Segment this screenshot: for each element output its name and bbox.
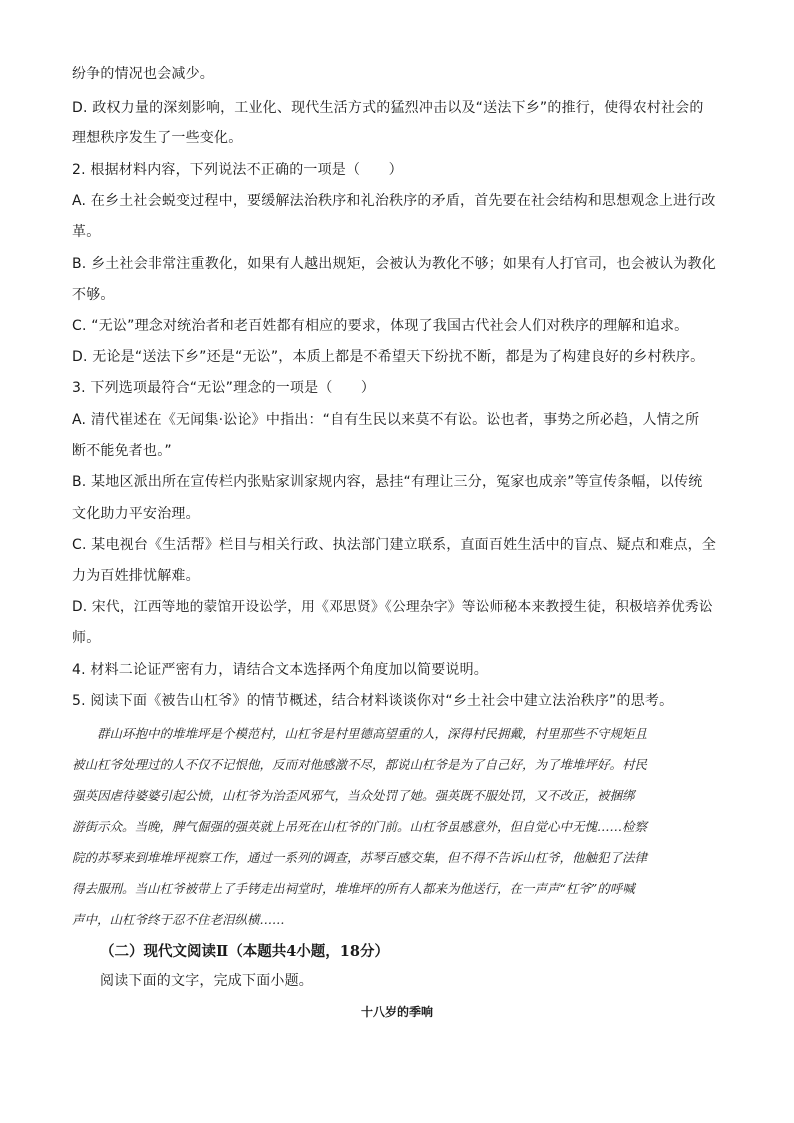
- option-c: C. “无讼”理念对统治者和老百姓都有相应的要求，体现了我国古代社会人们对秩序的理解和追求。: [72, 318, 689, 334]
- text-line: 纷争的情况也会减少。: [72, 66, 214, 82]
- text-line: 革。: [72, 224, 101, 240]
- narrative-line: 游街示众。当晚，脾气倔强的强英就上吊死在山杠爷的门前。山杠爷虽感意外，但自觉心中无愧……检察: [72, 819, 648, 834]
- option-c: C. 某电视台《生活帮》栏目与相关行政、执法部门建立联系，直面百姓生活中的盲点、疑点和难点，全: [72, 537, 717, 553]
- text-line: 力为百姓排忧解难。: [72, 568, 200, 584]
- text-line: 师。: [72, 630, 101, 646]
- option-a: A. 在乡土社会蜕变过程中，要缓解法治秩序和礼治秩序的矛盾，首先要在社会结构和思想观念上进行改: [72, 193, 716, 209]
- text-line: 理想秩序发生了一些变化。: [72, 130, 243, 146]
- narrative-line: 院的苏琴来到堆堆坪视察工作，通过一系列的调查，苏琴百感交集，但不得不告诉山杠爷，他触犯了法律: [72, 850, 648, 865]
- narrative-line: 得去服刑。当山杠爷被带上了手铐走出祠堂时，堆堆坪的所有人都来为他送行，在一声声“杠爷”的呼喊: [72, 881, 635, 896]
- narrative-line: 被山杠爷处理过的人不仅不记恨他，反而对他感激不尽，都说山杠爷是为了自己好，为了堆堆坪好。村民: [72, 757, 648, 772]
- text-line: 断不能免者也。”: [72, 443, 172, 459]
- option-d: D. 宋代，江西等地的蒙馆开设讼学，用《邓思贤》《公理杂字》等讼师秘本来教授生徒，积极培养优秀讼: [72, 599, 713, 615]
- question-5: 5. 阅读下面《被告山杠爷》的情节概述，结合材料谈谈你对“乡土社会中建立法治秩序”的思考。: [72, 693, 674, 709]
- text-line: 不够。: [72, 287, 115, 303]
- option-b: B. 某地区派出所在宣传栏内张贴家训家规内容，悬挂“有理让三分，冤家也成亲”等宣传条幅，以传统: [72, 474, 703, 490]
- section-heading: （二）现代文阅读Ⅱ（本题共4小题，18分）: [100, 943, 389, 960]
- option-d: D. 无论是“送法下乡”还是“无讼”，本质上都是不希望天下纷扰不断，都是为了构建良好的乡村秩序。: [72, 349, 705, 365]
- text-line: D. 政权力量的深刻影响，工业化、现代生活方式的猛烈冲击以及“送法下乡”的推行，使得农村社会的: [72, 100, 704, 116]
- instruction: 阅读下面的文字，完成下面小题。: [100, 973, 313, 989]
- question-2: 2. 根据材料内容，下列说法不正确的一项是（ ）: [72, 162, 403, 178]
- question-4: 4. 材料二论证严密有力，请结合文本选择两个角度加以简要说明。: [72, 662, 489, 678]
- option-a: A. 清代崔述在《无闻集·讼论》中指出：“自有生民以来莫不有讼。讼也者，事势之所必趋，人情之所: [72, 412, 700, 428]
- plot-summary: [72, 718, 720, 935]
- narrative-line: 强英因虐待婆婆引起公愤，山杠爷为治歪风邪气，当众处罚了她。强英既不服处罚，又不改正，被捆绑: [72, 788, 635, 803]
- narrative-line: 声中，山杠爷终于忍不住老泪纵横……: [72, 912, 285, 927]
- story-title: 十八岁的季响: [360, 1005, 433, 1019]
- option-b: B. 乡土社会非常注重教化，如果有人越出规矩，会被认为教化不够；如果有人打官司，也会被认为教化: [72, 256, 716, 272]
- text-line: 文化助力平安治理。: [72, 506, 200, 522]
- question-3: 3. 下列选项最符合“无讼”理念的一项是（ ）: [72, 380, 376, 396]
- narrative-line: 群山环抱中的堆堆坪是个模范村，山杠爷是村里德高望重的人，深得村民拥戴，村里那些不守规矩且: [72, 726, 648, 741]
